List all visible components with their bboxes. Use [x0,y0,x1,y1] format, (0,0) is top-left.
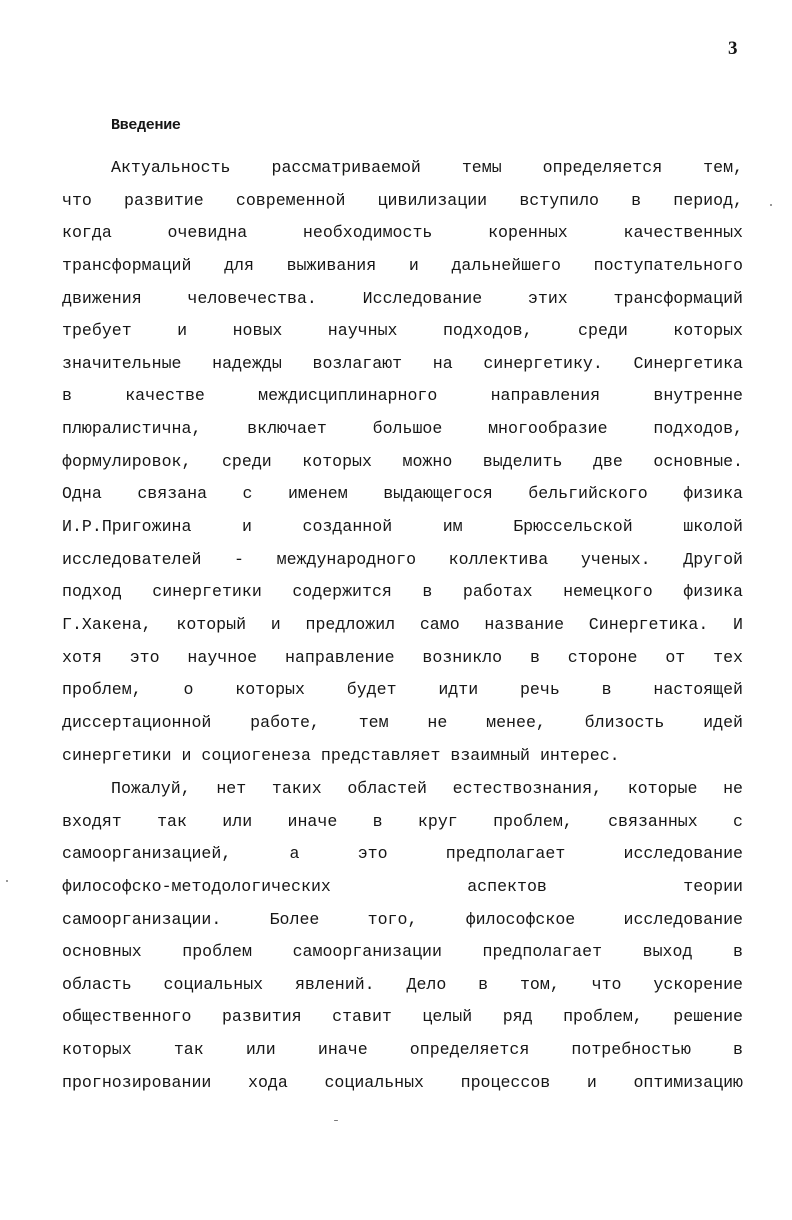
text-line: формулировок, среди которых можно выделить две основные. [62,451,743,471]
scan-speck [334,1120,338,1121]
text-line: прогнозировании хода социальных процессов и оптимизацию [62,1072,743,1092]
text-line: Пожалуй, нет таких областей естествознания, которые не [111,779,743,798]
text-line: плюралистична, включает большое многообразие подходов, [62,419,743,439]
paragraph-1 [62,152,743,772]
text-line: исследователей - международного коллектива ученых. Другой [62,549,743,569]
text-line: трансформаций для выживания и дальнейшего поступательного [62,255,743,275]
scan-speck [6,880,8,882]
text-line: хотя это научное направление возникло в стороне от тех [62,647,743,667]
paragraph-2 [62,773,743,1099]
text-line: входят так или иначе в круг проблем, связанных с [62,811,743,831]
scan-speck [770,204,772,206]
text-line: проблем, о которых будет идти речь в настоящей [62,680,743,700]
text-line: требует и новых научных подходов, среди которых [62,321,743,341]
text-line: которых так или иначе определяется потребностью в [62,1040,743,1060]
text-line: движения человечества. Исследование этих трансформаций [62,288,743,308]
text-line: Актуальность рассматриваемой темы определяется тем, [111,158,743,177]
text-line: что развитие современной цивилизации вступило в период, [62,190,743,210]
text-line: И.Р.Пригожина и созданной им Брюссельской школой [62,517,743,537]
text-line: когда очевидна необходимость коренных качественных [62,223,743,243]
text-line: основных проблем самоорганизации предполагает выход в [62,942,743,962]
text-line: самоорганизации. Более того, философское исследование [62,909,743,929]
text-line: диссертационной работе, тем не менее, близость идей [62,712,743,732]
text-line: общественного развития ставит целый ряд проблем, решение [62,1007,743,1027]
text-line: в качестве междисциплинарного направления внутренне [62,386,743,406]
text-line: значительные надежды возлагают на синергетику. Синергетика [62,353,743,373]
text-line: Одна связана с именем выдающегося бельгийского физика [62,484,743,504]
text-line: область социальных явлений. Дело в том, что ускорение [62,974,743,994]
section-heading: Введение [111,117,181,134]
text-line: самоорганизацией, а это предполагает исследование [62,844,743,864]
page-number: 3 [728,38,738,59]
text-line: философско-методологических аспектов теории [62,876,743,896]
text-line: подход синергетики содержится в работах немецкого физика [62,582,743,602]
text-line: Г.Хакена, который и предложил само название Синергетика. И [62,614,743,634]
text-line: синергетики и социогенеза представляет взаимный интерес. [62,745,620,765]
